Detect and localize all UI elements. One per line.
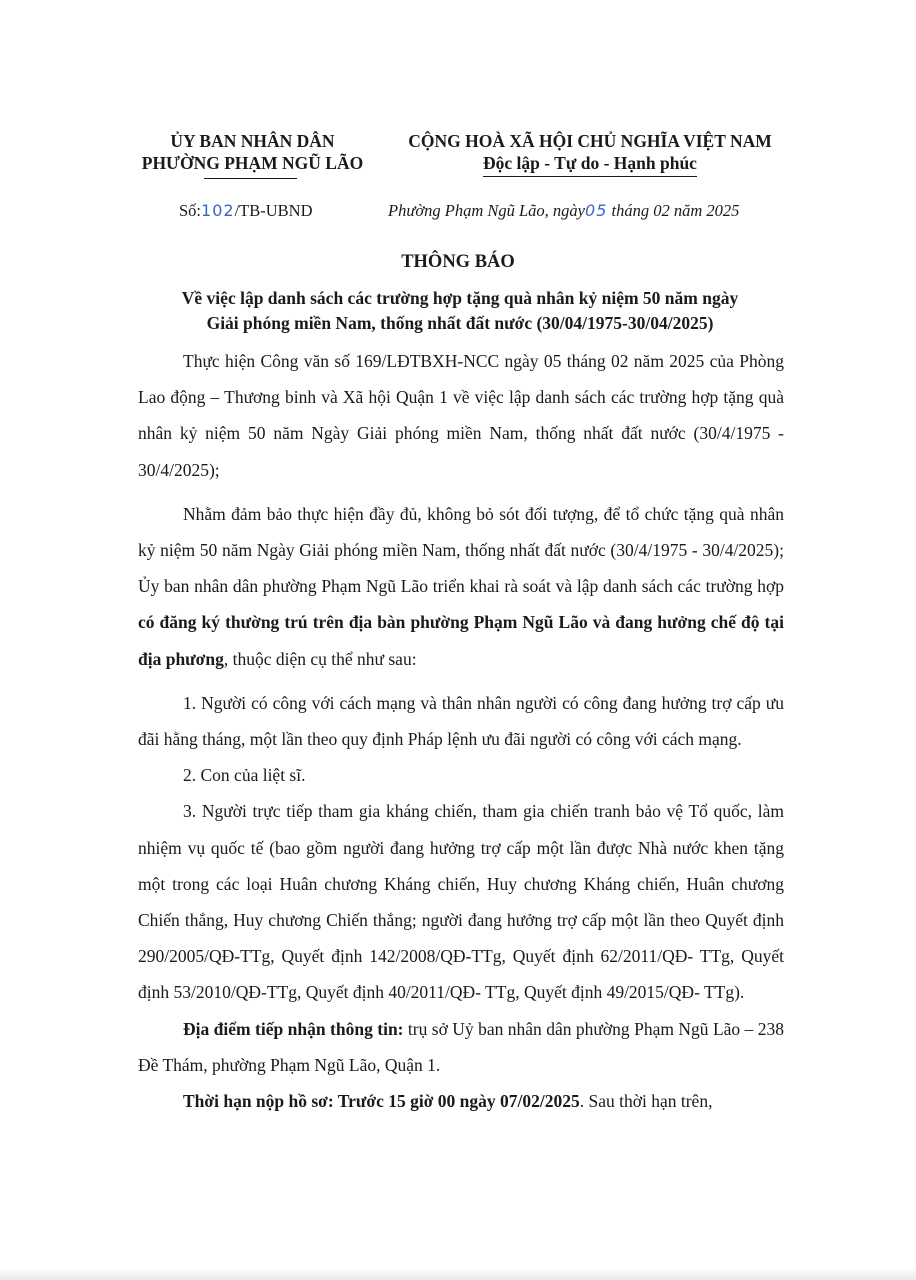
nation-line-2: Độc lập - Tự do - Hạnh phúc [483,152,697,177]
place-date-before: Phường Phạm Ngũ Lão, ngày [388,201,586,220]
document-body [138,343,784,1119]
document-number [179,201,312,221]
document-subtitle [120,286,800,336]
location-label: Địa điểm tiếp nhận thông tin: [183,1018,404,1039]
org-line-1: ỦY BAN NHÂN DÂN [170,131,335,151]
location-text: trụ sở Uỷ ban nhân dân phường Phạm Ngũ Lão – 238 Đề Thám, phường Phạm Ngũ Lão, Quận 1. [138,1018,784,1075]
paragraph-legal-basis: Thực hiện Công văn số 169/LĐTBXH-NCC ngày 05 tháng 02 năm 2025 của Phòng Lao động – Thương binh và Xã hội Quận 1 về việc lập danh sách các trường hợp tặng quà nhân kỷ niệm 50 năm Ngày Giải phóng miền Nam, thống nhất đất nước (30/4/1975 - 30/4/2025); [138,351,784,480]
subtitle-line-1: Về việc lập danh sách các trường hợp tặng quà nhân kỷ niệm 50 năm ngày [181,288,739,308]
list-item-1: 1. Người có công với cách mạng và thân nhân người có công đang hưởng trợ cấp ưu đãi hằng tháng, một lần theo quy định Pháp lệnh ưu đãi người có công với cách mạng. [138,692,784,750]
purpose-text-c: , thuộc diện cụ thể như sau: [223,648,417,669]
purpose-text-bold: có đăng ký thường trú trên địa bàn phường Phạm Ngũ Lão và đang hưởng chế độ tại địa phương [138,612,784,669]
org-underline [204,178,297,179]
purpose-text-a: Nhằm đảm bảo thực hiện đầy đủ, không bỏ sót đối tượng, để tổ chức tặng quà nhân kỷ niệm 50 năm Ngày Giải phóng miền Nam, thống nhất đất nước (30/4/1975 - 30/4/2025); Ủy ban nhân dân phường Phạm Ngũ Lão triển khai rà soát và lập danh sách các trường hợp [138,503,784,597]
list-item-2: 2. Con của liệt sĩ. [183,765,306,786]
document-title: THÔNG BÁO [401,252,515,272]
place-date [388,201,739,221]
deadline-label: Thời hạn nộp hồ sơ: Trước 15 giờ 00 ngày 07/02/2025 [183,1091,580,1112]
subtitle-line-2: Giải phóng miền Nam, thống nhất đất nước (30/04/1975-30/04/2025) [206,313,714,333]
page-edge-shadow [0,1268,916,1280]
paragraph-deadline [138,1083,784,1119]
org-line-2: PHƯỜNG PHẠM NGŨ LÃO [141,153,364,173]
place-date-after: tháng 02 năm 2025 [607,201,740,220]
deadline-text: . Sau thời hạn trên, [579,1091,713,1112]
number-suffix: /TB-UBND [234,201,313,220]
nation-line-1: CỘNG HOÀ XÃ HỘI CHỦ NGHĨA VIỆT NAM [408,131,772,151]
national-motto [390,130,790,177]
handwritten-number: 102 [201,201,235,220]
number-prefix: Số: [179,201,202,220]
list-item-3: 3. Người trực tiếp tham gia kháng chiến, tham gia chiến tranh bảo vệ Tổ quốc, làm nhiệm vụ quốc tế (bao gồm người đang hưởng trợ cấp một lần được Nhà nước khen tặng một trong các loại Huân chương Kháng chiến, Huy chương Kháng chiến, Huân chương Chiến thắng, Huy chương Chiến thắng; người đang hưởng trợ cấp một lần theo Quyết định 290/2005/QĐ-TTg, Quyết định 142/2008/QĐ-TTg, Quyết định 62/2011/QĐ- TTg, Quyết định 53/2010/QĐ-TTg, Quyết định 40/2011/QĐ- TTg, Quyết định 49/2015/QĐ- TTg). [138,801,784,1003]
issuing-organization [120,130,385,174]
paragraph-purpose [138,496,784,677]
handwritten-day: 05 [585,201,608,220]
paragraph-location [138,1011,784,1083]
